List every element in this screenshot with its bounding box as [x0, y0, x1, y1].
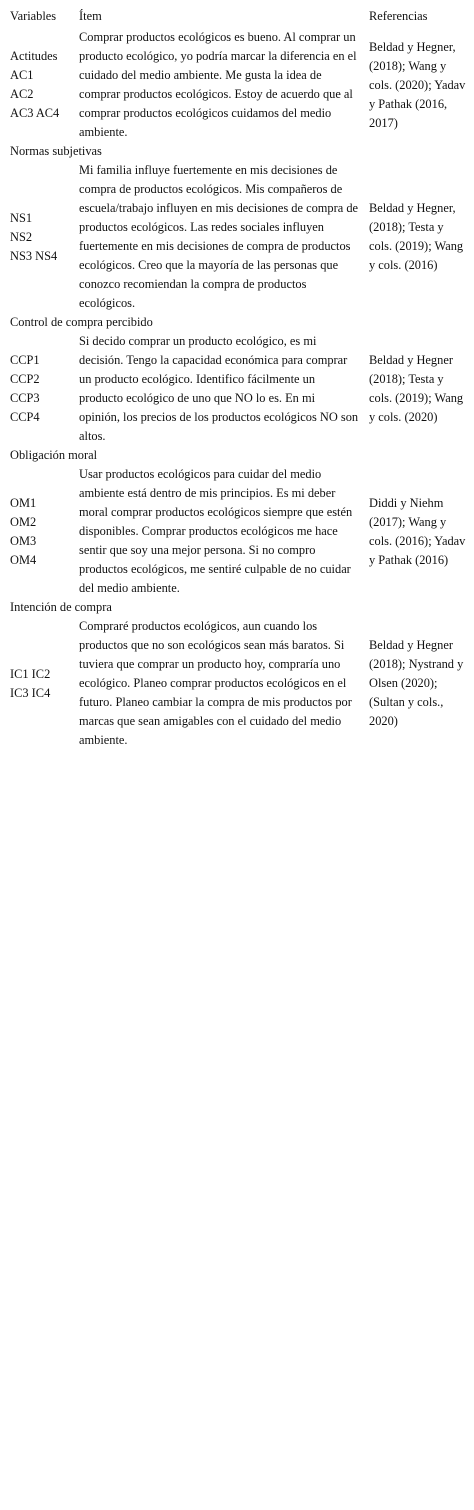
references-text: Beldad y Hegner, (2018); Wang y cols. (2020); Yadav y Pathak (2016, 2017) — [369, 39, 466, 130]
table-row — [0, 332, 474, 446]
table-row — [0, 28, 474, 142]
variable-codes: Actitudes AC1 AC2 AC3 AC4 — [10, 49, 60, 120]
variable-codes: IC1 IC2 IC3 IC4 — [10, 666, 51, 700]
item-text: Compraré productos ecológicos, aun cuando los productos que no son ecológicos sean más baratos. Si tuviera que comprar un producto hoy, compraría uno ecológico. Planeo comprar productos ecológicos en el futuro. Planeo cambiar la compra de mis productos por marcas que sean amigables con el cuidado del medio ambiente. — [79, 619, 352, 747]
references-text: Beldad y Hegner (2018); Testa y cols. (2019); Wang y cols. (2020) — [369, 353, 464, 424]
table-row — [0, 465, 474, 598]
header-variables: Variables — [10, 9, 57, 23]
section-title: Obligación moral — [10, 448, 98, 462]
table-row — [0, 161, 474, 313]
table-header — [0, 0, 474, 28]
header-references: Referencias — [369, 9, 428, 23]
section-title: Normas subjetivas — [10, 144, 102, 158]
item-text: Si decido comprar un producto ecológico, es mi decisión. Tengo la capacidad económica para comprar un producto ecológico. Identifico fácilmente un producto ecológico de uno que NO lo es. En mi opinión, los precios de los productos ecológicos NO son altos. — [79, 334, 359, 443]
item-text: Usar productos ecológicos para cuidar del medio ambiente está dentro de mis principios. Es mi deber moral comprar productos ecológicos siempre que estén disponibles. Comprar productos ecológicos me hace sentir que soy una mejor persona. Si no compro productos ecológicos, me sentiré culpable de no cuidar del medio ambiente. — [79, 467, 353, 595]
item-text: Comprar productos ecológicos es bueno. Al comprar un producto ecológico, yo podría marcar la diferencia en el cuidado del medio ambiente. Me gusta la idea de comprar productos ecológicos. Estoy de acuerdo que al comprar productos ecológicos cuidamos del medio ambiente. — [79, 30, 357, 139]
section-title: Control de compra percibido — [10, 315, 153, 329]
variables-table — [0, 0, 474, 750]
references-text: Beldad y Hegner (2018); Nystrand y Olsen (2020); (Sultan y cols., 2020) — [369, 638, 464, 728]
item-text: Mi familia influye fuertemente en mis decisiones de compra de productos ecológicos. Mis compañeros de escuela/trabajo influyen en mis decisiones de compra de productos ecológicos. Las redes sociales influyen fuertemente en mis decisiones de compra de productos ecológicos. Creo que la mayoría de las personas que conozco recomiendan la compra de productos ecológicos. — [79, 163, 359, 310]
references-text: Beldad y Hegner, (2018); Testa y cols. (2019); Wang y cols. (2016) — [369, 201, 464, 272]
variable-codes: OM1 OM2 OM3 OM4 — [10, 495, 37, 567]
section-title: Intención de compra — [10, 600, 112, 614]
header-item: Ítem — [79, 9, 102, 23]
references-text: Diddi y Niehm (2017); Wang y cols. (2016); Yadav y Pathak (2016) — [369, 495, 466, 567]
variable-codes: NS1 NS2 NS3 NS4 — [10, 210, 58, 263]
variable-codes: CCP1 CCP2 CCP3 CCP4 — [10, 353, 40, 424]
table-row — [0, 617, 474, 750]
